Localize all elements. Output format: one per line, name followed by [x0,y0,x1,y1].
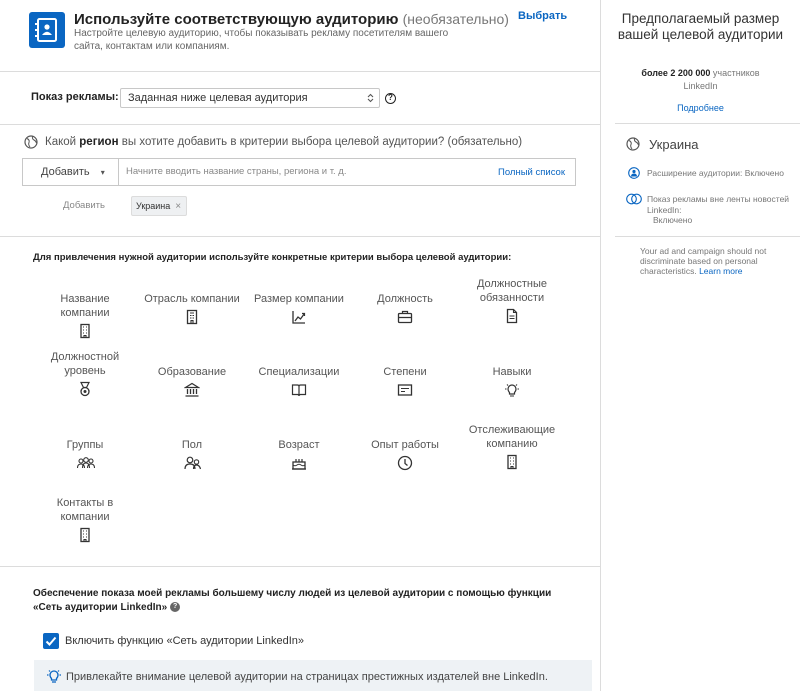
cake-icon [291,455,307,471]
criteria-label: Навыки [492,366,532,378]
criteria-company-followers[interactable] [462,423,562,470]
section-title-optional: (необязательно) [402,11,509,27]
criteria-title: Для привлечения нужной аудитории используйте конкретные критерии выбора целевой аудитории: [33,252,512,263]
criteria-job-function[interactable] [462,277,562,324]
group-icon [77,455,93,471]
medal-icon [77,381,93,397]
region-question-prefix: Какой [45,136,77,148]
region-tag [131,196,187,216]
estimate-count [601,68,800,78]
criteria-label: Должность [377,293,433,305]
criteria-company-industry[interactable] [142,292,242,325]
criteria-label: Отрасль компании [144,293,240,305]
people-icon [184,455,200,471]
audience-network-title-text: Обеспечение показа моей рекламы большему числу людей из целевой аудитории с помощью функции «Сеть аудитории LinkedIn» [33,588,552,613]
offsite-delivery-value: Включено [653,215,693,225]
building-icon [77,323,93,339]
criteria-gender[interactable] [142,438,242,471]
region-question-bold: регион [79,136,119,148]
criteria-label: Название компании [60,293,110,319]
section-title-text: Используйте соответствующую аудиторию [74,11,399,28]
region-add-box [22,158,576,186]
region-add-button-label: Добавить [41,166,90,178]
globe-icon [626,137,640,151]
audience-expansion-icon [628,167,640,179]
criteria-company-connections[interactable] [35,496,135,543]
briefcase-icon [397,309,413,325]
globe-icon [24,135,38,149]
book-icon [291,382,307,398]
criteria-experience[interactable] [355,438,455,471]
offsite-delivery-icon [626,193,642,205]
audience-network-checkbox-label[interactable]: Включить функцию «Сеть аудитории LinkedIn» [65,635,304,647]
criteria-fields-of-study[interactable] [249,365,349,398]
criteria-company-size[interactable] [249,292,349,325]
choose-audience-link[interactable]: Выбрать [518,10,568,22]
criteria-education[interactable] [142,365,242,398]
divider [0,71,601,72]
audience-network-promo [34,660,592,691]
estimate-title: Предполагаемый размер вашей целевой аудитории [617,11,784,42]
show-ads-select[interactable] [120,88,380,108]
institution-icon [184,382,200,398]
criteria-label: Должностной уровень [50,351,120,377]
learn-more-link[interactable]: Learn more [699,266,743,276]
clock-icon [397,455,413,471]
remove-tag-icon[interactable]: × [175,201,182,212]
show-ads-help-icon[interactable]: ? [385,93,396,104]
criteria-groups[interactable] [35,438,135,471]
criteria-seniority[interactable] [35,350,135,397]
more-info-link[interactable]: Подробнее [677,103,724,113]
lightbulb-icon [504,382,520,398]
criteria-company-name[interactable] [35,292,135,339]
criteria-skills[interactable] [462,365,562,398]
show-ads-label: Показ рекламы: [31,91,119,103]
disclaimer-text: Your ad and campaign should not discriminate based on personal characteristics. [640,246,767,276]
region-question-suffix: вы хотите добавить в критерии выбора целевой аудитории? (обязательно) [121,136,523,148]
lightbulb-icon [46,668,62,684]
criteria-job-title[interactable] [355,292,455,325]
added-label: Добавить [63,200,105,211]
audience-estimate-panel [601,0,800,691]
region-add-button[interactable] [23,159,119,185]
industry-icon [184,309,200,325]
full-list-link[interactable]: Полный список [498,167,565,178]
region-question [45,136,522,148]
divider [615,123,800,124]
audience-network-help-icon[interactable]: ? [170,602,180,612]
selected-country: Украина [649,137,699,152]
certificate-icon [397,382,413,398]
estimate-count-value: более 2 200 000 [641,68,711,78]
region-search-input[interactable]: Начните вводить название страны, региона и т. д. [126,166,347,177]
disclaimer [640,246,790,276]
criteria-label: Образование [157,366,227,378]
criteria-label: Размер компании [254,293,344,305]
contacts-book-icon [29,12,65,48]
promo-text: Привлекайте внимание целевой аудитории на страницах престижных издателей вне LinkedIn. [66,671,548,683]
offsite-delivery-label: Показ рекламы вне ленты новостей LinkedIn: [647,194,790,215]
criteria-label: Группы [66,439,104,451]
divider [615,236,800,237]
estimate-count-suffix: участников [712,68,760,78]
section-description: Настройте целевую аудиторию, чтобы показывать рекламу посетителям вашего сайта, контактам или компаниям. [74,28,449,52]
divider [0,566,601,567]
criteria-label: Должностные обязанности [476,278,548,304]
criteria-label: Возраст [278,439,320,451]
criteria-degrees[interactable] [355,365,455,398]
chart-icon [291,309,307,325]
select-arrows-icon [367,93,374,103]
document-icon [504,308,520,324]
audience-expansion-status [647,168,797,179]
caret-down-icon: ▾ [100,168,105,177]
building-icon [77,527,93,543]
estimate-source: LinkedIn [683,81,718,91]
audience-expansion-value: Включено [744,168,784,178]
show-ads-selected-value: Заданная ниже целевая аудитория [128,92,308,104]
criteria-label: Специализации [258,366,340,378]
audience-network-title [33,587,578,615]
section-title [74,11,509,28]
checkmark-icon [43,633,59,649]
audience-expansion-label: Расширение аудитории: [647,168,743,178]
criteria-label: Опыт работы [371,439,439,451]
criteria-label: Контакты в компании [56,497,114,523]
divider [0,124,601,125]
region-tag-label: Украина [136,201,171,211]
criteria-label: Пол [181,439,203,451]
criteria-label: Степени [383,366,427,378]
building-icon [504,454,520,470]
divider [0,236,601,237]
criteria-label: Отслеживающие компанию [468,424,556,450]
criteria-age[interactable] [249,438,349,471]
audience-network-checkbox[interactable] [43,633,59,649]
